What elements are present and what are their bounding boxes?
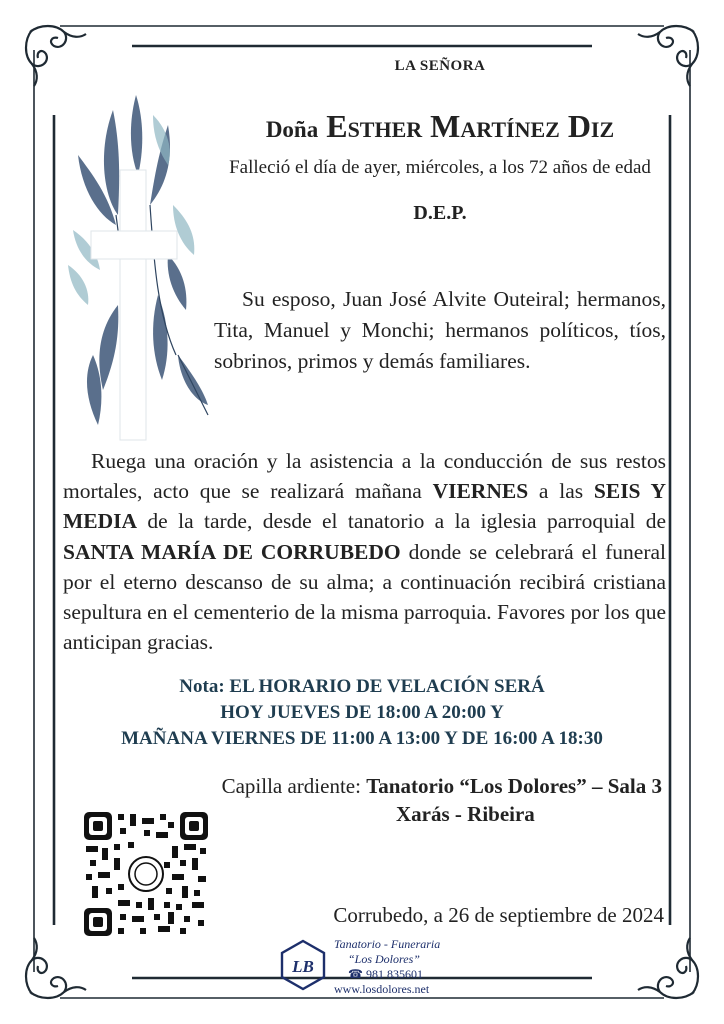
chapel-place: Tanatorio “Los Dolores” – Sala 3 (366, 774, 662, 798)
viewing-hours-note (0, 674, 724, 752)
death-line: Falleció el día de ayer, miércoles, a los 72 años de edad (229, 157, 651, 178)
date-line: Corrubedo, a 26 de septiembre de 2024 (333, 903, 664, 927)
family-notice-text: Su esposo, Juan José Alvite Outeiral; hermanos, Tita, Manuel y Monchi; hermanos políticos, tíos, sobrinos, primos y demás familiares. (214, 287, 666, 373)
ceremony-text (63, 446, 666, 657)
funeral-home-info (334, 937, 444, 997)
ceremony-day: VIERNES (432, 479, 529, 504)
ceremony-text-2: a las (528, 479, 594, 504)
deceased-name (0, 108, 724, 145)
chapel-line (0, 770, 662, 802)
ceremony-text-3: de la tarde, desde el tanatorio a la iglesia parroquial de (137, 509, 666, 534)
phone-icon: ☎ (348, 967, 363, 981)
chapel-location: Xarás - Ribeira (396, 802, 535, 826)
funeral-home-website[interactable]: www.losdolores.net (334, 982, 430, 996)
ceremony-time: SEIS Y MEDIA (63, 479, 667, 534)
funeral-home-line-1: Tanatorio - Funeraria (334, 937, 441, 951)
chapel-label: Capilla ardiente: (221, 774, 367, 798)
ceremony-text-4: donde se celebrará el funeral por el eterno descanso de su alma; a continuación recibirá cristiana sepultura en el cementerio de la misma parroquia. Favores por los que anticipan gracias. (63, 539, 666, 655)
logo-letters: LB (292, 957, 314, 976)
nota-line-2: HOY JUEVES DE 18:00 A 20:00 Y (220, 702, 504, 723)
funeral-home-phone: 981 835601 (365, 967, 423, 981)
family-notice (214, 284, 666, 377)
ceremony-text-1: Ruega una oración y la asistencia a la conducción de sus restos mortales, acto que se realizará mañana (63, 449, 666, 504)
nota-line-3: MAÑANA VIERNES DE 11:00 A 13:00 Y DE 16:00 A 18:30 (121, 728, 603, 749)
salutation: LA SEÑORA (394, 58, 486, 74)
deceased-full-name: Esther Martínez Diz (326, 108, 615, 144)
ceremony-church: SANTA MARÍA DE CORRUBEDO (63, 539, 401, 564)
honorific: Doña (265, 117, 319, 142)
funeral-home-line-2: “Los Dolores” (348, 952, 420, 966)
funeral-home-logo-icon (277, 939, 329, 991)
rip-text: D.E.P. (413, 202, 467, 224)
nota-line-1: Nota: EL HORARIO DE VELACIÓN SERÁ (179, 676, 545, 697)
